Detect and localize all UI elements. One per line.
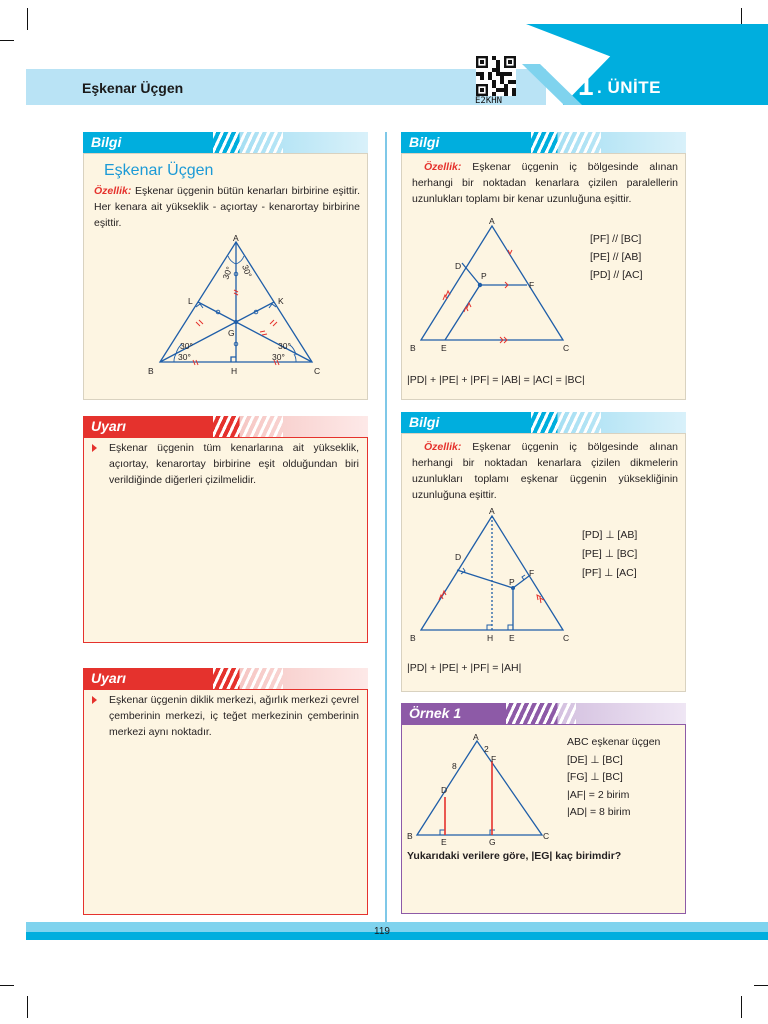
point-D: D	[455, 261, 462, 271]
angle-label: 30°	[220, 265, 235, 281]
given-item: |AD| = 8 birim	[567, 806, 631, 818]
angle-label: 30°	[272, 352, 285, 362]
angle-label: 30°	[180, 341, 193, 351]
vertex-A: A	[473, 732, 479, 742]
relation: [PD] ⊥ [AB]	[582, 529, 638, 541]
property-text	[94, 183, 360, 231]
point-H: H	[231, 366, 238, 376]
crop-mark	[0, 40, 14, 41]
section-title: Eşkenar Üçgen	[104, 162, 214, 179]
uyari-text: Eşkenar üçgenin diklik merkezi, ağırlık merkezi çevrel çemberinin merkezi, iç teğet merkezinin çemberinin merkezi aynı noktadır.	[109, 694, 359, 738]
vertex-C: C	[563, 633, 570, 643]
point-F: F	[529, 568, 535, 578]
given-item: ABC eşkenar üçgen	[567, 736, 661, 748]
vertex-B: B	[407, 831, 413, 841]
point-L: L	[188, 296, 193, 306]
page-title: Eşkenar Üçgen	[82, 80, 184, 96]
property-text	[412, 159, 678, 207]
property-body: Eşkenar üçgenin iç bölgesinde alınan herhangi bir noktadan kenarlara çizilen dikmelerin uzunlukları toplamı eşkenar üçgenin yüksekliğinin uzunluğuna eşittir.	[412, 441, 678, 501]
vertex-A: A	[233, 233, 239, 243]
header-stripes	[213, 668, 283, 689]
ornek-label: Örnek 1	[409, 705, 462, 721]
bilgi-header-bar	[83, 132, 368, 153]
property-body: Eşkenar üçgenin bütün kenarları birbirine eşittir. Her kenara ait yükseklik - açıortay - kenarortay birbirine eşittir.	[94, 185, 360, 229]
point-H: H	[487, 633, 494, 643]
header-stripes	[506, 703, 576, 724]
point-D: D	[455, 552, 462, 562]
bilgi-label: Bilgi	[409, 414, 440, 430]
footer-band	[26, 932, 768, 940]
vertex-A: A	[489, 216, 495, 226]
header-stripes	[213, 132, 283, 153]
angle-label: 30°	[278, 341, 291, 351]
example-triangle-figure	[407, 731, 557, 846]
property-label: Özellik:	[424, 441, 462, 453]
perpendiculars-triangle-figure	[407, 504, 577, 646]
bilgi-header-bar	[401, 412, 686, 433]
uyari-panel	[83, 689, 368, 915]
bilgi-panel	[401, 153, 686, 400]
uyari-label: Uyarı	[91, 670, 127, 686]
length-label: 2	[484, 744, 489, 754]
vertex-A: A	[489, 506, 495, 516]
bilgi-label: Bilgi	[91, 134, 122, 150]
page-number: 119	[374, 926, 390, 937]
bilgi-panel	[83, 153, 368, 400]
crop-mark	[27, 8, 28, 30]
relation: [PF] // [BC]	[590, 233, 642, 245]
vertex-C: C	[563, 343, 570, 353]
property-body: Eşkenar üçgenin iç bölgesinde alınan herhangi bir noktadan kenarlara çizilen paralellerin uzunlukları toplamı bir kenar uzunluğuna eşittir.	[412, 161, 678, 205]
relation: [PE] ⊥ [BC]	[582, 548, 638, 560]
footer-band	[26, 922, 768, 932]
unit-number: 1	[578, 70, 594, 101]
unit-label: . ÜNİTE	[597, 78, 661, 97]
point-G: G	[489, 837, 496, 847]
point-K: K	[278, 296, 284, 306]
given-item: [DE] ⊥ [BC]	[567, 753, 623, 766]
vertex-C: C	[543, 831, 550, 841]
given-item: |AF| = 2 birim	[567, 788, 630, 801]
bilgi-label: Bilgi	[409, 134, 440, 150]
header-stripes	[531, 132, 601, 153]
question-text: Yukarıdaki verilere göre, |EG| kaç birimdir?	[407, 850, 622, 862]
uyari-panel	[83, 437, 368, 643]
length-label: 8	[452, 761, 457, 771]
bilgi-panel	[401, 433, 686, 692]
property-label: Özellik:	[424, 161, 462, 173]
formula: |PD| + |PE| + |PF| = |AB| = |AC| = |BC|	[407, 374, 585, 386]
uyari-text: Eşkenar üçgenin tüm kenarlarına ait yükseklik, açıortay, kenarortay birbirine eşit olduğundan biri verildiğinde diğerleri çizilmelidir.	[109, 442, 359, 486]
parallels-triangle-figure	[407, 214, 577, 354]
angle-label: 30°	[240, 263, 254, 279]
formula: |PD| + |PE| + |PF| = |AH|	[407, 662, 522, 674]
crop-mark	[754, 985, 768, 986]
header-stripes	[213, 416, 283, 437]
equilateral-triangle-figure	[144, 234, 319, 379]
ornek-header-bar	[401, 703, 686, 724]
vertex-C: C	[314, 366, 321, 376]
relation: [PD] // [AC]	[590, 269, 643, 281]
point-P: P	[509, 577, 515, 587]
point-D: D	[441, 785, 448, 795]
vertex-B: B	[410, 633, 416, 643]
point-P: P	[481, 271, 487, 281]
header-stripes	[531, 412, 601, 433]
point-F: F	[491, 754, 497, 764]
crop-mark	[741, 996, 742, 1018]
crop-mark	[27, 996, 28, 1018]
vertex-B: B	[410, 343, 416, 353]
given-item: [FG] ⊥ [BC]	[567, 771, 623, 783]
property-text	[412, 439, 678, 503]
uyari-label: Uyarı	[91, 418, 127, 434]
vertex-B: B	[148, 366, 154, 376]
ornek-panel	[401, 724, 686, 914]
uyari-header-bar	[83, 416, 368, 437]
column-divider	[385, 132, 387, 922]
relation: [PF] ⊥ [AC]	[582, 567, 637, 579]
bullet-icon	[92, 696, 97, 704]
point-E: E	[441, 837, 447, 847]
relation: [PE] // [AB]	[590, 251, 642, 263]
point-E: E	[441, 343, 447, 353]
bilgi-header-bar	[401, 132, 686, 153]
bullet-icon	[92, 444, 97, 452]
point-E: E	[509, 633, 515, 643]
qr-code-text: E2KHN	[475, 96, 503, 106]
qr-code-icon[interactable]	[476, 56, 516, 96]
uyari-header-bar	[83, 668, 368, 689]
givens-list	[567, 734, 660, 822]
property-label: Özellik:	[94, 185, 132, 197]
point-F: F	[529, 280, 535, 290]
point-G: G	[228, 328, 235, 338]
crop-mark	[0, 985, 14, 986]
angle-label: 30°	[178, 352, 191, 362]
